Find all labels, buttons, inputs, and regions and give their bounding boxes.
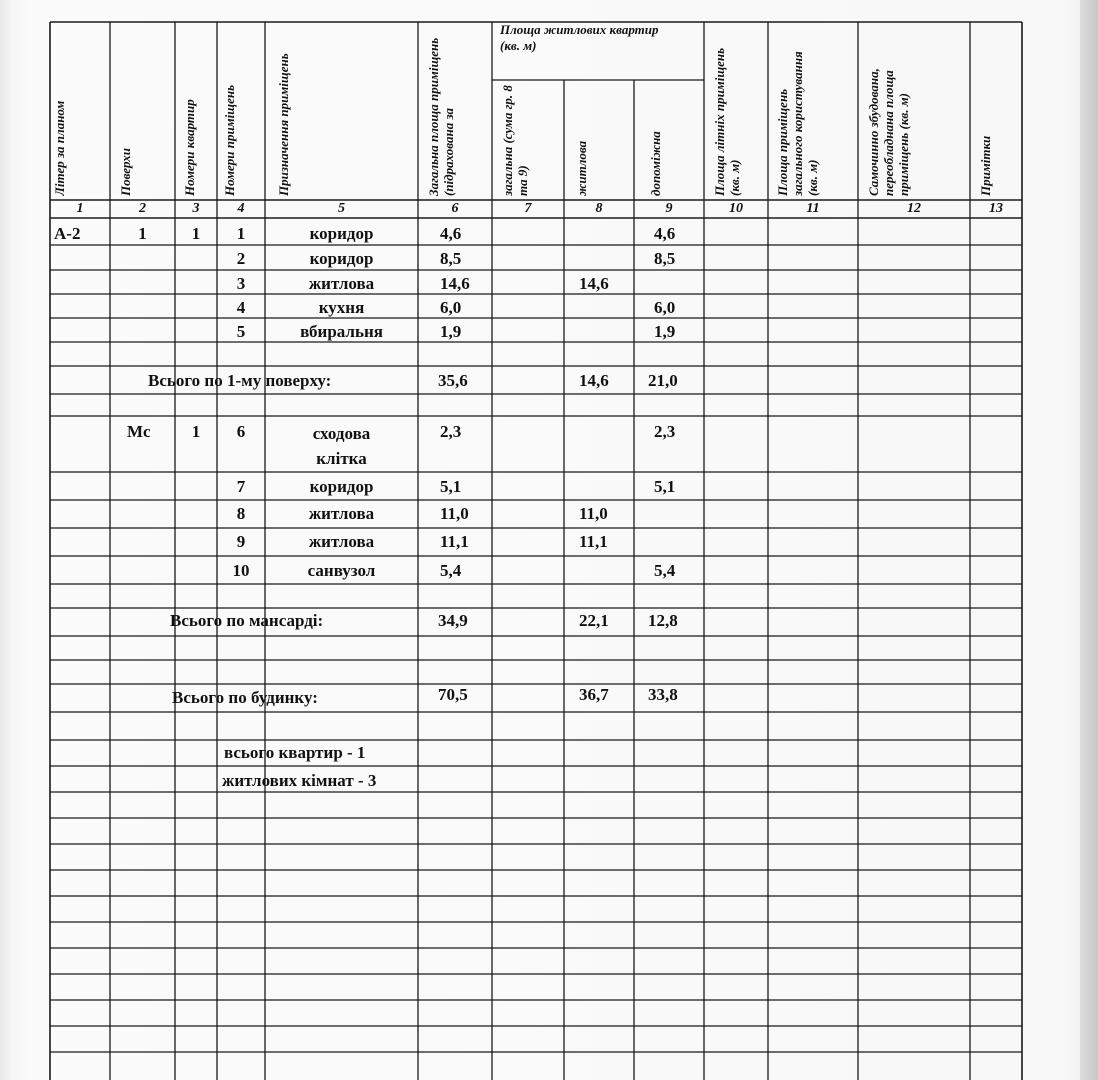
cell-room-number: 10 xyxy=(232,561,250,580)
header-total-area: Загальна площа приміщень (підрахована за xyxy=(426,37,456,196)
cell-auxiliary-area: 5,4 xyxy=(654,561,676,580)
cell-total-area: 11,1 xyxy=(440,532,469,551)
total-mansard-living: 22,1 xyxy=(579,611,609,630)
cell-total-area: 8,5 xyxy=(440,249,462,268)
total-floor1-living: 14,6 xyxy=(579,371,609,390)
cell-room-number: 8 xyxy=(236,504,246,523)
column-number: 8 xyxy=(595,201,603,216)
cell-room-number: 9 xyxy=(236,532,246,551)
cell-room-purpose: вбиральня xyxy=(300,322,383,341)
total-mansard-total: 34,9 xyxy=(438,611,468,630)
cell-auxiliary-area: 2,3 xyxy=(654,422,676,441)
column-number: 7 xyxy=(524,201,532,216)
cell-apartment: 1 xyxy=(191,224,201,243)
cell-total-area: 4,6 xyxy=(440,224,462,243)
total-floor1-aux: 21,0 xyxy=(648,371,678,390)
column-number: 11 xyxy=(806,201,820,216)
cell-room-number: 2 xyxy=(236,249,246,268)
header-summer-area: Площа літніх приміщень (кв. м) xyxy=(712,47,742,196)
cell-auxiliary-area: 8,5 xyxy=(654,249,676,268)
cell-room-purpose: сходова xyxy=(312,424,371,443)
cell-living-area: 11,0 xyxy=(579,504,608,523)
cell-total-area: 2,3 xyxy=(440,422,462,441)
cell-room-purpose-line2: клітка xyxy=(316,449,367,468)
cell-total-area: 11,0 xyxy=(440,504,469,523)
header-notes: Примітки xyxy=(978,135,993,196)
total-building-living: 36,7 xyxy=(579,685,609,704)
header-apt-auxiliary: допоміжна xyxy=(648,131,663,196)
total-floor1-label: Всього по 1-му поверху: xyxy=(148,371,332,390)
cell-total-area: 14,6 xyxy=(440,274,470,293)
column-number: 3 xyxy=(192,201,200,216)
header-liter: Літер за планом xyxy=(52,100,67,196)
header-apartment-number: Номери квартир xyxy=(182,99,197,196)
header-group-living-area: Площа житлових квартир (кв. м) xyxy=(500,22,659,53)
column-number: 6 xyxy=(451,201,459,216)
header-unauthorized-area: Самочинно збудована, переобладнана площа приміщень (кв. м) xyxy=(866,68,911,196)
cell-room-purpose: коридор xyxy=(309,477,374,496)
cell-total-area: 5,4 xyxy=(440,561,462,580)
cell-room-purpose: житлова xyxy=(308,274,375,293)
cell-floor: Мс xyxy=(127,422,151,441)
cell-apartment: 1 xyxy=(191,422,201,441)
column-number: 13 xyxy=(989,201,1003,216)
cell-living-area: 11,1 xyxy=(579,532,608,551)
cell-room-purpose: кухня xyxy=(318,298,365,317)
cell-room-purpose: коридор xyxy=(309,224,374,243)
column-number: 9 xyxy=(665,201,673,216)
total-mansard-label: Всього по мансарді: xyxy=(170,611,324,630)
cell-room-number: 1 xyxy=(236,224,246,243)
header-room-number: Номери приміщень xyxy=(222,84,237,196)
cell-floor: 1 xyxy=(138,224,147,243)
summary-living-rooms: житлових кімнат - 3 xyxy=(222,771,377,790)
cell-room-number: 3 xyxy=(236,274,246,293)
cell-living-area: 14,6 xyxy=(579,274,609,293)
total-mansard-aux: 12,8 xyxy=(648,611,678,630)
cell-room-purpose: коридор xyxy=(309,249,374,268)
column-number: 12 xyxy=(907,201,921,216)
header-floor: Поверхи xyxy=(118,147,133,196)
total-building-total: 70,5 xyxy=(438,685,468,704)
column-number: 2 xyxy=(139,201,146,216)
column-number: 10 xyxy=(729,201,743,216)
cell-room-number: 6 xyxy=(236,422,246,441)
column-number: 5 xyxy=(338,201,345,216)
total-floor1-total: 35,6 xyxy=(438,371,468,390)
cell-liter: А-2 xyxy=(54,224,81,243)
column-number: 4 xyxy=(237,201,245,216)
cell-room-purpose: житлова xyxy=(308,532,375,551)
cell-auxiliary-area: 6,0 xyxy=(654,298,676,317)
cell-room-number: 4 xyxy=(236,298,246,317)
column-number: 1 xyxy=(76,201,84,216)
cell-room-purpose: санвузол xyxy=(307,561,376,580)
cell-auxiliary-area: 1,9 xyxy=(654,322,676,341)
header-apt-total: загальна (сума гр. 8 та 9) xyxy=(500,85,530,196)
cell-room-number: 5 xyxy=(236,322,246,341)
cell-auxiliary-area: 5,1 xyxy=(654,477,676,496)
header-common-area: Площа приміщень загального користування (кв. м) xyxy=(775,51,820,196)
total-building-label: Всього по будинку: xyxy=(172,688,318,707)
header-apt-living: житлова xyxy=(574,140,589,196)
cell-total-area: 1,9 xyxy=(440,322,462,341)
summary-apartments: всього квартир - 1 xyxy=(224,743,366,762)
cell-auxiliary-area: 4,6 xyxy=(654,224,676,243)
cell-total-area: 5,1 xyxy=(440,477,462,496)
cell-room-number: 7 xyxy=(236,477,246,496)
cell-total-area: 6,0 xyxy=(440,298,462,317)
cell-room-purpose: житлова xyxy=(308,504,375,523)
total-building-aux: 33,8 xyxy=(648,685,678,704)
header-room-purpose: Призначення приміщень xyxy=(276,53,291,196)
